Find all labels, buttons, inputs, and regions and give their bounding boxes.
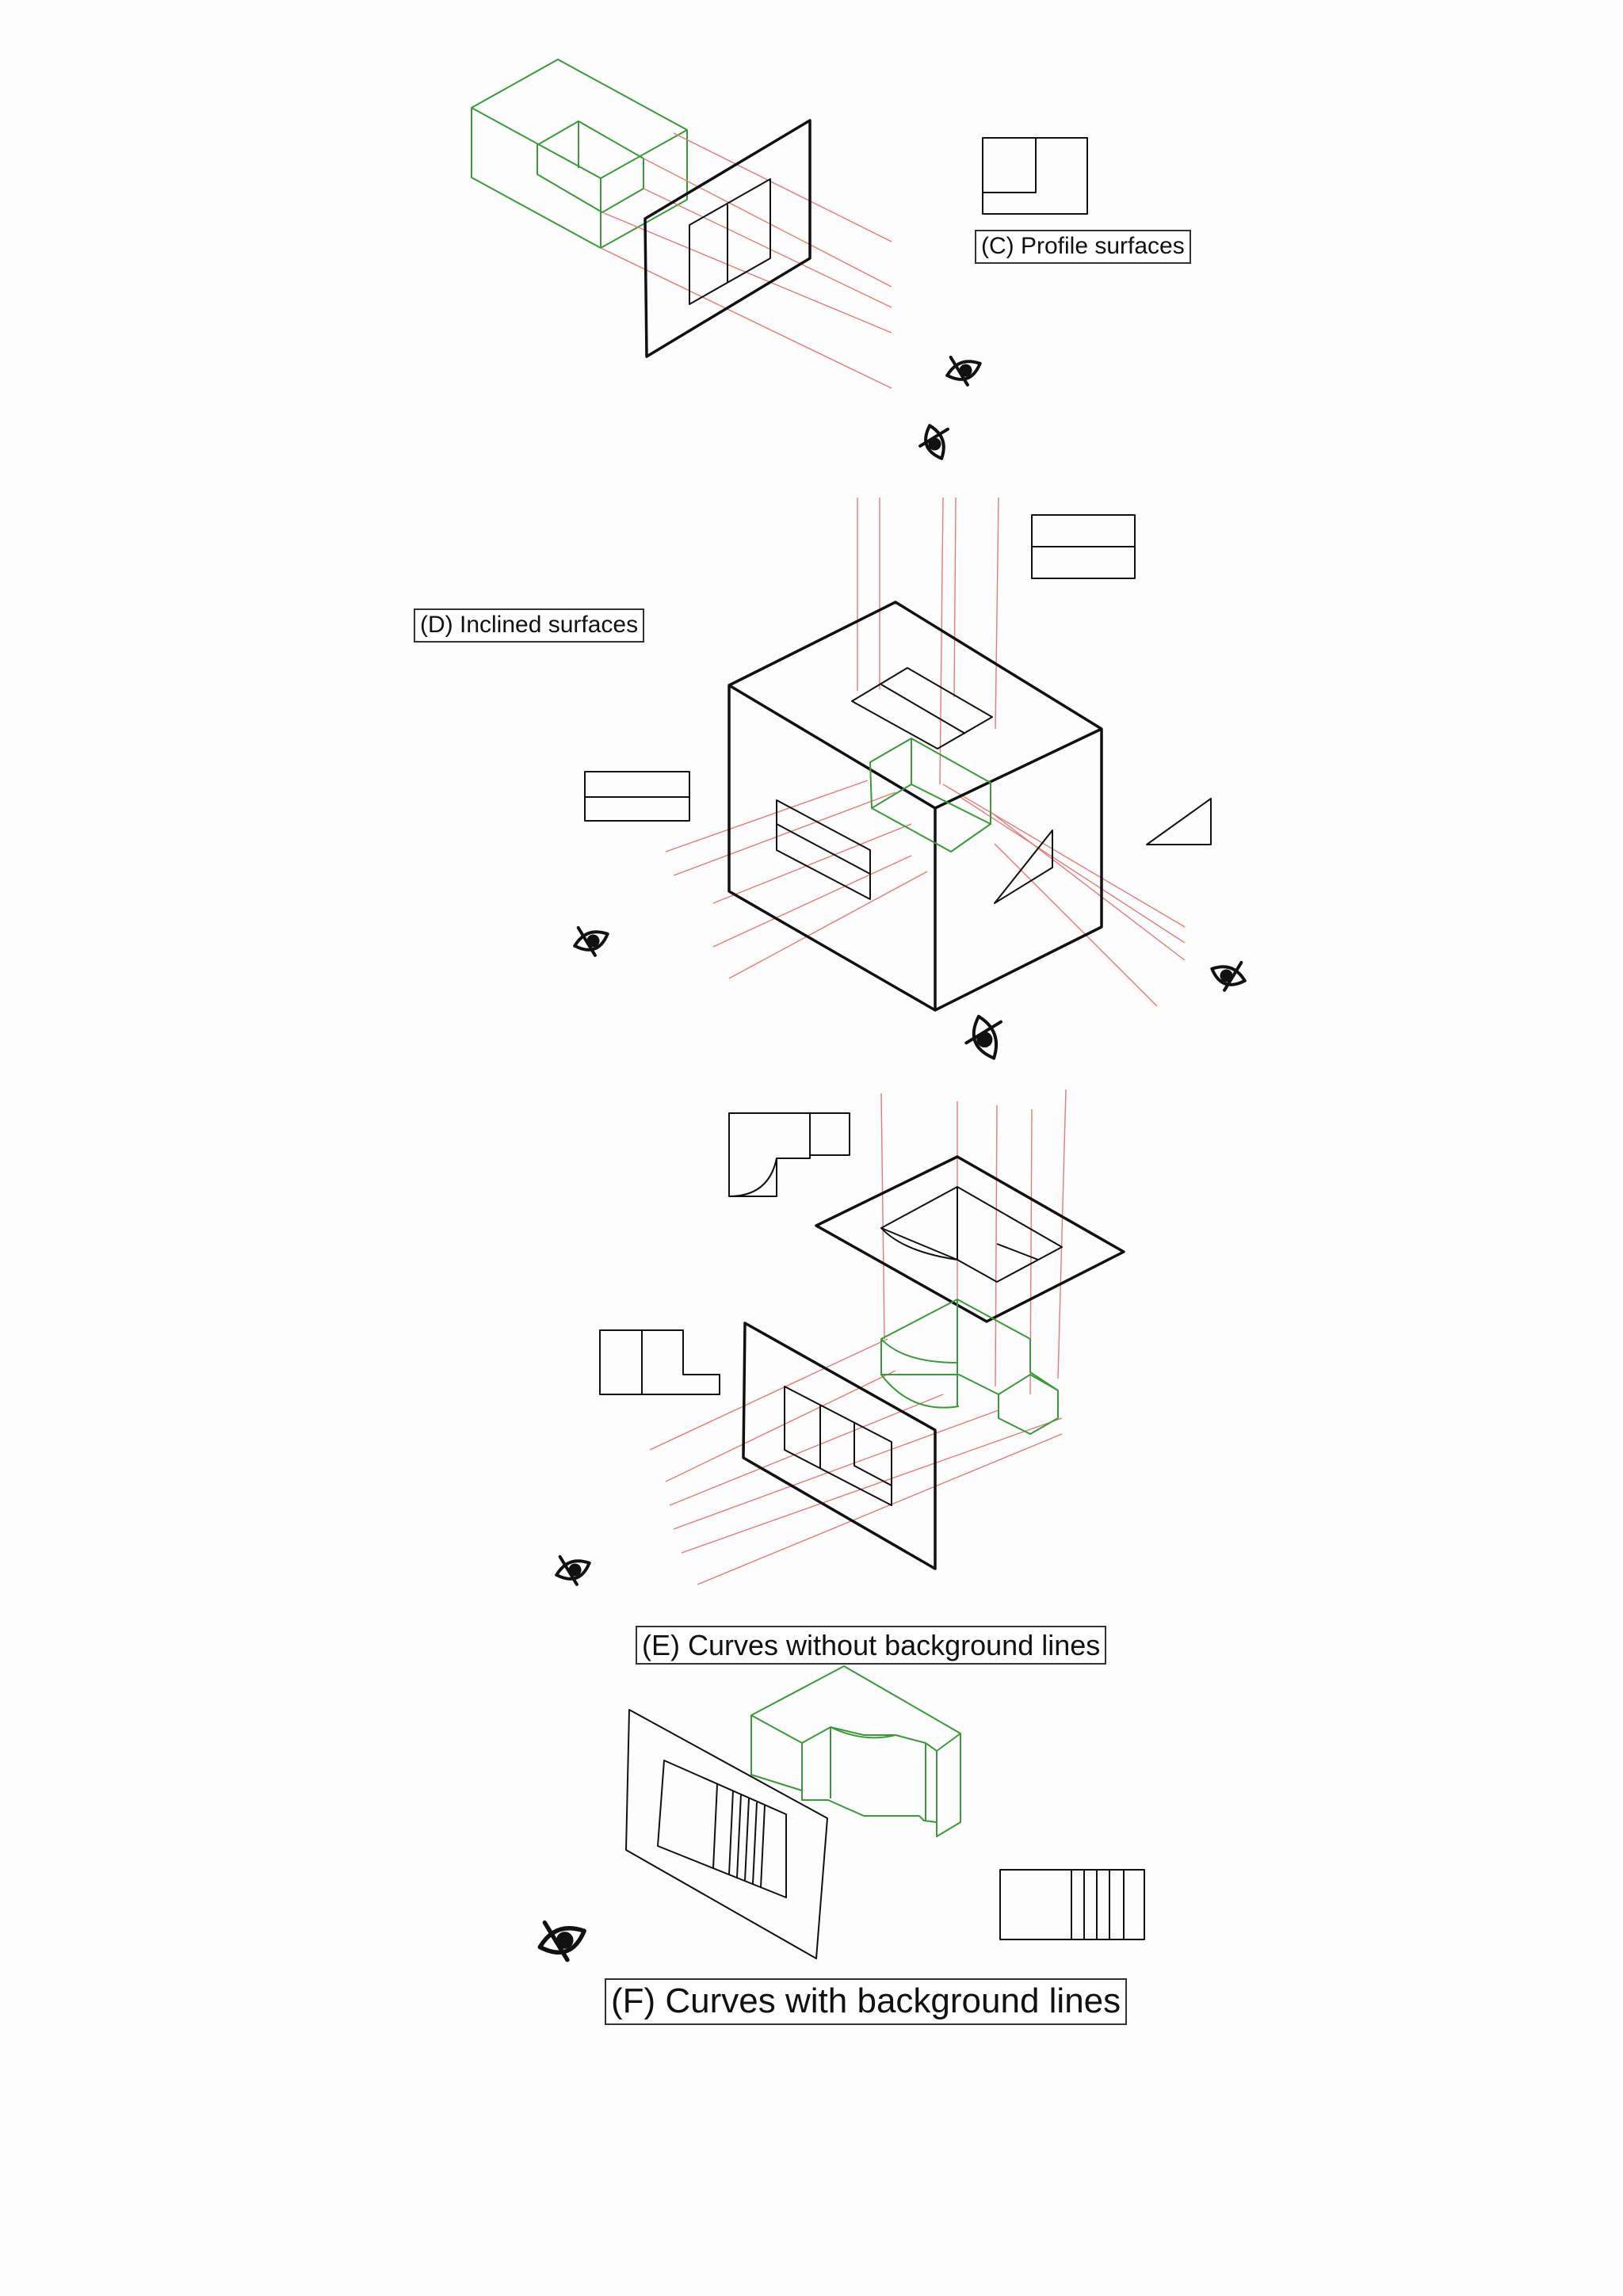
vertical-plane-e — [743, 1323, 935, 1569]
caption-curves-with-background-lines: (F) Curves with background lines — [605, 1978, 1127, 2025]
view-e-front — [600, 1330, 720, 1394]
object-c-green-block — [472, 59, 687, 248]
projection-rays-e-horizontal — [650, 1339, 1062, 1585]
caption-inclined-surfaces: (D) Inclined surfaces — [414, 608, 644, 643]
hidden-curved-object-f — [751, 1666, 960, 1836]
eye-icon — [1207, 954, 1251, 996]
eye-icon — [551, 1548, 594, 1590]
vertical-plane-f — [626, 1710, 827, 1958]
figure-d-inclined-surfaces — [569, 498, 1250, 1065]
eye-icon — [915, 420, 957, 463]
view-f — [1000, 1870, 1144, 1939]
eye-icon — [941, 349, 985, 391]
projection-rays-e-vertical — [881, 1089, 1066, 1394]
caption-curves-without-background-lines: (E) Curves without background lines — [636, 1626, 1106, 1665]
cube-d — [729, 602, 1102, 1010]
projection-plane-c — [645, 120, 810, 357]
view-c-inner-line — [983, 138, 1036, 193]
view-d-front — [585, 772, 689, 821]
view-d-top — [1032, 515, 1135, 578]
top-face-slot-line — [881, 685, 965, 734]
eye-icon — [569, 919, 613, 961]
horizontal-plane-e — [816, 1157, 1124, 1322]
caption-profile-surfaces: (C) Profile surfaces — [975, 230, 1191, 264]
vertical-plane-e-view — [785, 1386, 892, 1505]
eye-icon — [960, 1010, 1012, 1066]
figure-e-curves-without-background — [551, 1089, 1124, 1590]
projection-rays-d-vertical — [857, 498, 999, 784]
figure-f-curves-with-background — [533, 1666, 1144, 1967]
view-d-side — [1147, 799, 1211, 845]
vertical-plane-f-view — [658, 1760, 786, 1897]
eye-icon — [533, 1911, 591, 1967]
front-face-slot-line — [777, 824, 870, 874]
view-e-top — [729, 1113, 850, 1196]
